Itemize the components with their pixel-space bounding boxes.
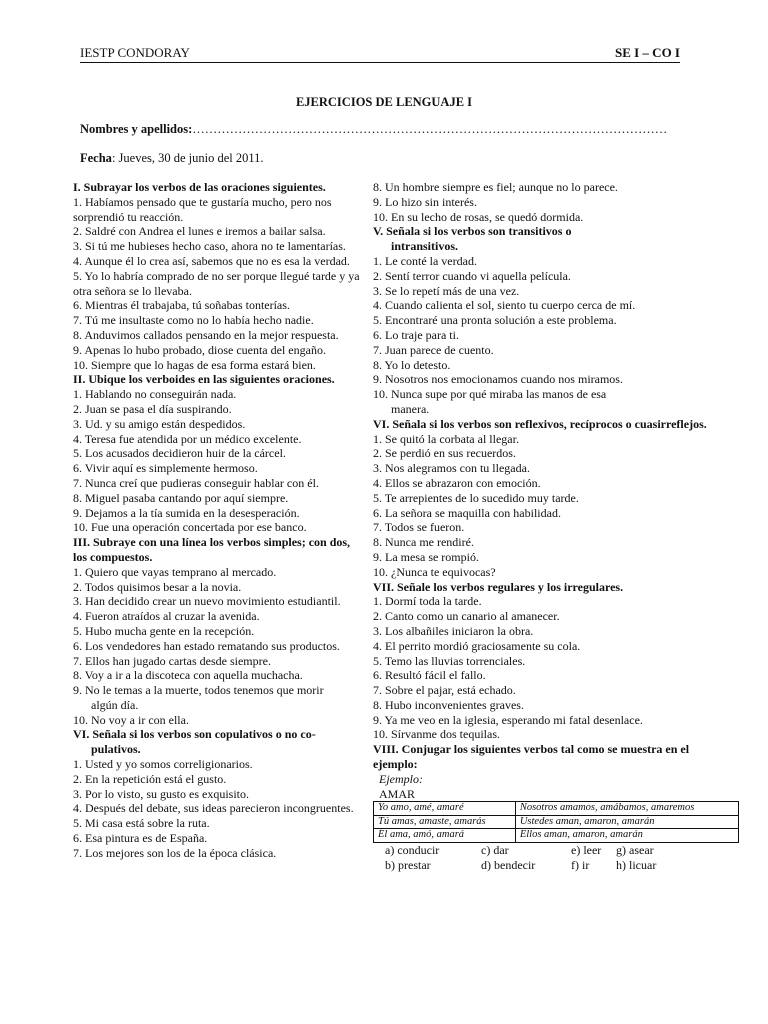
date-value: : Jueves, 30 de junio del 2011.	[111, 151, 264, 165]
item-text: 4. Teresa fue atendida por un médico excelente.	[73, 431, 302, 446]
item-text: 10. Nunca supe por qué miraba las manos de esa	[373, 387, 607, 402]
section-heading	[373, 742, 733, 772]
example-label: Ejemplo:	[379, 771, 423, 786]
item-text: 6. Los vendedores han estado rematando sus productos.	[73, 638, 340, 653]
exercise-item	[373, 343, 733, 358]
exercise-item	[373, 520, 733, 535]
exercise-item	[73, 432, 363, 447]
item-text: 3. Por lo visto, su gusto es exquisito.	[73, 786, 250, 801]
exercise-item	[73, 387, 363, 402]
item-text: 4. Ellos se abrazaron con emoción.	[373, 475, 541, 490]
verb-option: c) dar	[481, 842, 509, 857]
example-verb: AMAR	[379, 786, 416, 801]
item-text: 9. No le temas a la muerte, todos tenemos que morir	[73, 683, 324, 698]
exercise-item	[373, 254, 733, 269]
item-text: 9. Dejamos a la tía sumida en la desesperación.	[73, 505, 300, 520]
conjugation-cell: Ustedes aman, amaron, amarán	[515, 815, 738, 829]
document-title: EJERCICIOS DE LENGUAJE I	[295, 95, 473, 109]
exercise-item	[73, 713, 363, 728]
item-text: 5. Encontraré una pronta solución a este problema.	[373, 313, 617, 328]
date-label: Fecha	[80, 151, 112, 165]
verb-option: g) asear	[616, 842, 654, 857]
exercise-item	[373, 565, 733, 580]
left-column	[73, 180, 363, 861]
item-text: 9. La mesa se rompió.	[373, 549, 479, 564]
exercise-item	[373, 491, 733, 506]
header-institution: IESTP CONDORAY	[80, 45, 190, 60]
exercise-item	[73, 787, 363, 802]
item-text: 3. Si tú me hubieses hecho caso, ahora no te lamentarías.	[73, 239, 346, 254]
item-text: 10. Fue una operación concertada por ese banco.	[73, 520, 307, 535]
exercise-item	[73, 343, 363, 358]
exercise-item	[373, 506, 733, 521]
exercise-item	[373, 609, 733, 624]
exercise-item	[73, 580, 363, 595]
verb-option: h) licuar	[616, 857, 657, 872]
names-line	[80, 122, 680, 137]
item-text: VI. Señala si los verbos son reflexivos, recíprocos o cuasirreflejos.	[373, 416, 707, 431]
verb-option: d) bendecir	[481, 857, 536, 872]
conjugation-table	[373, 801, 739, 843]
exercise-item	[73, 624, 363, 639]
item-text: 1. Le conté la verdad.	[373, 253, 477, 268]
exercise-item	[73, 846, 363, 861]
section-heading	[373, 417, 733, 432]
exercise-item	[373, 476, 733, 491]
exercise-item	[73, 801, 363, 816]
item-text: I. Subrayar los verbos de las oraciones siguientes.	[73, 180, 326, 194]
exercise-item	[373, 298, 733, 313]
exercise-item	[373, 654, 733, 669]
exercise-item	[373, 372, 733, 387]
item-text: 8. Anduvimos callados pensando en la mejor respuesta.	[73, 327, 339, 342]
exercise-item	[73, 328, 363, 343]
exercise-item	[373, 195, 733, 210]
names-label: Nombres y apellidos:	[80, 122, 193, 136]
header-divider	[80, 62, 680, 63]
item-text: 3. Nos alegramos con tu llegada.	[373, 461, 530, 476]
conjugation-row	[374, 829, 739, 843]
exercise-item	[373, 461, 733, 476]
conjugation-cell: Nosotros amamos, amábamos, amaremos	[515, 802, 738, 816]
exercise-item	[73, 313, 363, 328]
right-column-items	[373, 180, 733, 772]
item-text: III. Subraye con una línea los verbos simples; con dos, los compuestos.	[73, 535, 351, 564]
item-continuation: intransitivos.	[391, 239, 459, 254]
exercise-item	[73, 476, 363, 491]
item-text: 2. Sentí terror cuando vi aquella película.	[373, 268, 571, 283]
exercise-item	[373, 550, 733, 565]
exercise-item	[373, 713, 733, 728]
item-text: 3. Se lo repetí más de una vez.	[373, 283, 520, 298]
right-column	[373, 180, 733, 873]
conjugation-cell: Él ama, amó, amará	[374, 829, 516, 843]
item-text: 1. Quiero que vayas temprano al mercado.	[73, 564, 277, 579]
item-text: 9. Apenas lo hubo probado, diose cuenta del engaño.	[73, 342, 326, 357]
exercise-item	[73, 668, 363, 683]
exercise-item	[73, 683, 363, 698]
item-text: 7. Juan parece de cuento.	[373, 342, 494, 357]
exercise-item	[73, 402, 363, 417]
item-text: 8. Miguel pasaba cantando por aquí siempre.	[73, 490, 289, 505]
section-heading	[373, 224, 733, 239]
exercise-item	[73, 358, 363, 373]
exercise-item	[73, 461, 363, 476]
item-text: 1. Usted y yo somos correligionarios.	[73, 757, 253, 772]
exercise-item	[73, 565, 363, 580]
exercise-item	[373, 387, 733, 402]
item-text: 6. Esa pintura es de España.	[73, 831, 208, 846]
exercise-item	[73, 195, 363, 225]
item-text: 1. Hablando no conseguirán nada.	[73, 387, 237, 402]
exercise-item	[373, 535, 733, 550]
item-text: 4. Cuando calienta el sol, siento tu cuerpo cerca de mí.	[373, 298, 636, 313]
item-text: 6. Mientras él trabajaba, tú soñabas tonterías.	[73, 298, 290, 313]
verb-option: a) conducir	[385, 842, 440, 857]
item-text: 1. Habíamos pensado que te gustaría mucho, pero nos sorprendió tu reacción.	[73, 194, 332, 224]
exercise-item	[73, 224, 363, 239]
exercise-item	[373, 727, 733, 742]
section-heading	[73, 535, 363, 565]
exercise-item	[373, 313, 733, 328]
verb-option: f) ir	[571, 857, 590, 872]
section-heading	[73, 727, 363, 742]
item-text: 10. Sírvanme dos tequilas.	[373, 727, 500, 742]
item-text: 5. Temo las lluvias torrenciales.	[373, 653, 526, 668]
exercise-item	[373, 639, 733, 654]
item-text: 4. Fueron atraídos al cruzar la avenida.	[73, 609, 260, 624]
item-text: 7. Sobre el pajar, está echado.	[373, 683, 516, 698]
item-text: 2. Juan se pasa el día suspirando.	[73, 401, 232, 416]
item-text: 5. Te arrepientes de lo sucedido muy tarde.	[373, 490, 579, 505]
item-text: 2. Canto como un canario al amanecer.	[373, 609, 560, 624]
exercise-item	[373, 446, 733, 461]
item-text: 6. Resultó fácil el fallo.	[373, 668, 486, 683]
exercise-item	[73, 506, 363, 521]
item-text: 2. Se perdió en sus recuerdos.	[373, 446, 516, 461]
item-text: 5. Mi casa está sobre la ruta.	[73, 816, 210, 831]
exercise-item	[373, 432, 733, 447]
conjugation-cell: Ellos aman, amaron, amarán	[515, 829, 738, 843]
item-text: 3. Los albañiles iniciaron la obra.	[373, 623, 534, 638]
item-text: VIII. Conjugar los siguientes verbos tal como se muestra en el ejemplo:	[373, 742, 690, 772]
item-text: 9. Ya me veo en la iglesia, esperando mi fatal desenlace.	[373, 712, 643, 727]
exercise-item	[73, 491, 363, 506]
item-text: 3. Ud. y su amigo están despedidos.	[73, 416, 246, 431]
exercise-item	[73, 269, 363, 299]
item-text: 1. Dormí toda la tarde.	[373, 594, 482, 609]
item-text: 4. Después del debate, sus ideas parecieron incongruentes.	[73, 801, 354, 816]
item-text: 9. Lo hizo sin interés.	[373, 194, 477, 209]
exercise-item	[373, 668, 733, 683]
item-text: 2. En la repetición está el gusto.	[73, 771, 227, 786]
exercise-item	[73, 594, 363, 609]
exercise-item	[373, 180, 733, 195]
section-heading	[373, 580, 733, 595]
item-text: 7. Los mejores son los de la época clásica.	[73, 845, 277, 860]
item-text: 8. Nunca me rendiré.	[373, 535, 474, 550]
item-text: 4. Aunque él lo crea así, sabemos que no es esa la verdad.	[73, 253, 350, 268]
exercise-item	[373, 698, 733, 713]
item-text: II. Ubique los verboides en las siguientes oraciones.	[73, 372, 335, 387]
item-text: 6. Vivir aquí es simplemente hermoso.	[73, 461, 258, 476]
exercise-item	[73, 520, 363, 535]
exercise-item	[73, 609, 363, 624]
names-dots: ……………………………………………………………………………………………………	[192, 122, 668, 136]
exercise-item	[373, 328, 733, 343]
item-text: 9. Nosotros nos emocionamos cuando nos miramos.	[373, 372, 623, 387]
exercise-item	[373, 269, 733, 284]
conjugation-cell: Tú amas, amaste, amarás	[374, 815, 516, 829]
item-text: 8. Voy a ir a la discoteca con aquella muchacha.	[73, 668, 303, 683]
exercise-item	[73, 831, 363, 846]
item-text: 10. ¿Nunca te equivocas?	[373, 564, 496, 579]
exercise-item	[73, 417, 363, 432]
section-heading	[73, 372, 363, 387]
item-text: 8. Hubo inconvenientes graves.	[373, 697, 524, 712]
item-text: 8. Yo lo detesto.	[373, 357, 451, 372]
item-text: VII. Señale los verbos regulares y los irregulares.	[373, 579, 624, 594]
item-text: 10. Siempre que lo hagas de esa forma estará bien.	[73, 357, 316, 372]
item-text: 3. Han decidido crear un nuevo movimiento estudiantil.	[73, 594, 341, 609]
exercise-item	[73, 254, 363, 269]
item-continuation: algún día.	[91, 697, 139, 712]
exercise-item	[373, 594, 733, 609]
exercise-item	[373, 284, 733, 299]
item-text: 5. Los acusados decidieron huir de la cárcel.	[73, 446, 286, 461]
item-text: 2. Saldré con Andrea el lunes e iremos a bailar salsa.	[73, 224, 326, 239]
conjugation-row	[374, 815, 739, 829]
item-text: 4. El perrito mordió graciosamente su cola.	[373, 638, 581, 653]
item-text: 7. Ellos han jugado cartas desde siempre.	[73, 653, 271, 668]
exercise-item	[373, 624, 733, 639]
item-continuation: pulativos.	[91, 742, 141, 757]
exercise-item	[373, 683, 733, 698]
item-text: 8. Un hombre siempre es fiel; aunque no lo parece.	[373, 180, 618, 194]
exercise-item	[73, 654, 363, 669]
date-line	[80, 151, 264, 166]
exercise-item	[73, 298, 363, 313]
item-text: 1. Se quitó la corbata al llegar.	[373, 431, 519, 446]
item-text: 5. Hubo mucha gente en la recepción.	[73, 623, 255, 638]
verb-option: b) prestar	[385, 857, 431, 872]
exercise-item	[73, 757, 363, 772]
conjugation-cell: Yo amo, amé, amaré	[374, 802, 516, 816]
item-text: 10. No voy a ir con ella.	[73, 712, 189, 727]
item-text: V. Señala si los verbos son transitivos o	[373, 224, 572, 239]
item-text: 2. Todos quisimos besar a la novia.	[73, 579, 242, 594]
header-course-code: SE I – CO I	[614, 45, 680, 60]
exercise-item	[73, 816, 363, 831]
verbs-to-conjugate	[373, 843, 733, 873]
conjugation-row	[374, 802, 739, 816]
item-text: 7. Tú me insultaste como no lo había hecho nadie.	[73, 313, 314, 328]
item-text: 5. Yo lo habría comprado de no ser porque llegué tarde y ya otra señora se lo llevaba.	[73, 268, 360, 298]
exercise-item	[73, 772, 363, 787]
item-text: VI. Señala si los verbos son copulativos o no co-	[73, 727, 316, 742]
exercise-item	[73, 639, 363, 654]
item-continuation: manera.	[391, 401, 430, 416]
exercise-item	[73, 446, 363, 461]
item-text: 7. Nunca creí que pudieras conseguir hablar con él.	[73, 475, 319, 490]
item-text: 6. Lo traje para ti.	[373, 327, 459, 342]
item-text: 7. Todos se fueron.	[373, 520, 465, 535]
item-text: 6. La señora se maquilla con habilidad.	[373, 505, 561, 520]
verb-option: e) leer	[571, 842, 602, 857]
exercise-item	[73, 239, 363, 254]
exercise-item	[373, 358, 733, 373]
exercise-item	[373, 210, 733, 225]
item-text: 10. En su lecho de rosas, se quedó dormida.	[373, 209, 584, 224]
section-heading	[73, 180, 363, 195]
